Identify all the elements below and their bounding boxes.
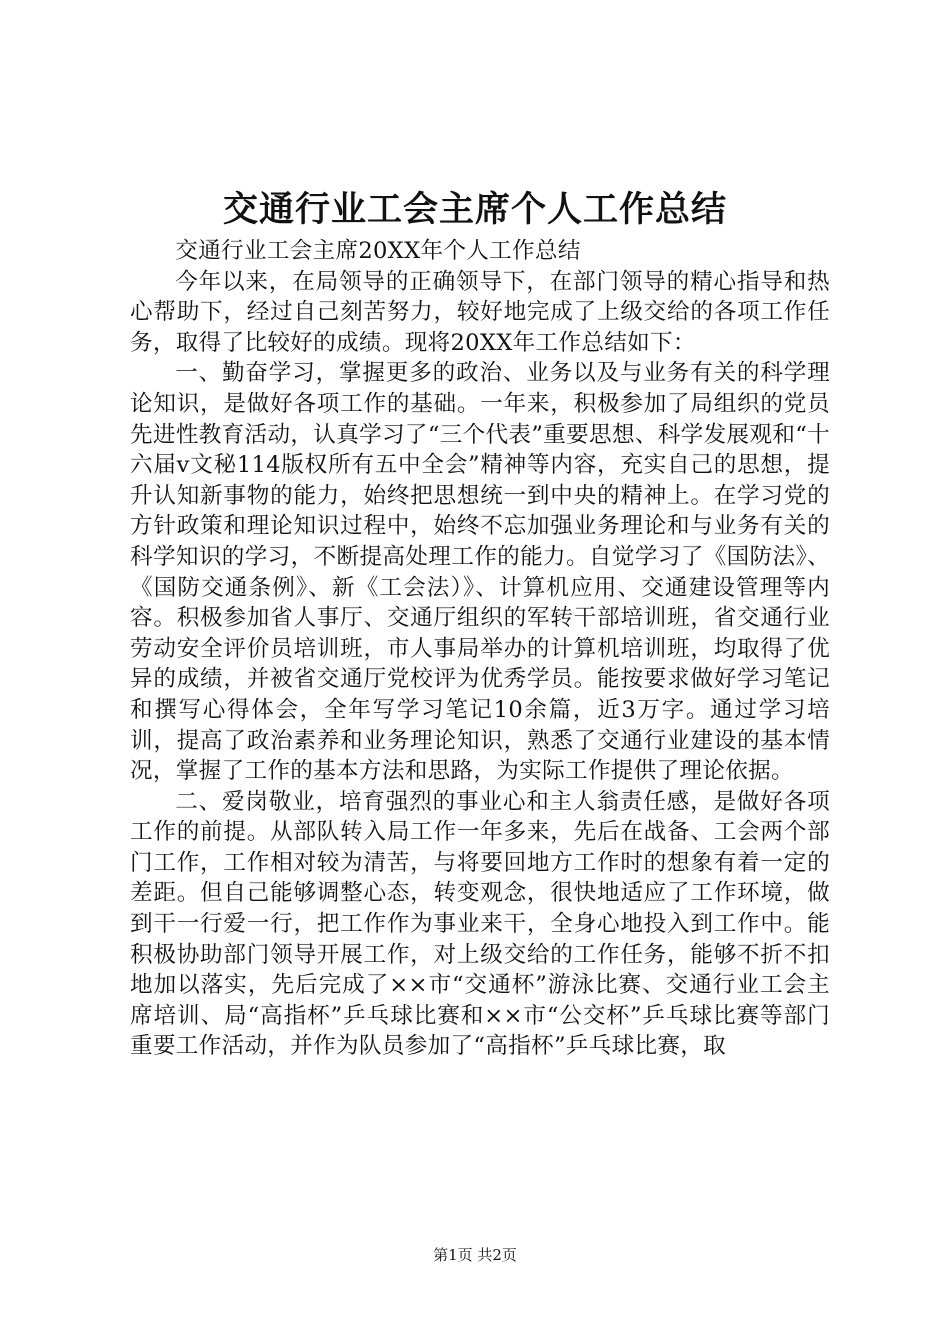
document-body xyxy=(130,236,830,1062)
paragraph-section-two: 二、爱岗敬业，培育强烈的事业心和主人翁责任感，是做好各项工作的前提。从部队转入局工作一年多来，先后在战备、工会两个部门工作，工作相对较为清苦，与将要回地方工作时的想象有着一定的差距。但自己能够调整心态，转变观念，很快地适应了工作环境，做到干一行爱一行，把工作作为事业来干，全身心地投入到工作中。能积极协助部门领导开展工作，对上级交给的工作任务，能够不折不扣地加以落实，先后完成了××市“交通杯”游泳比赛、交通行业工会主席培训、局“高指杯”乒乓球比赛和××市“公交杯”乒乓球比赛等部门重要工作活动，并作为队员参加了“高指杯”乒乓球比赛，取 xyxy=(130,788,830,1060)
page-footer: 第1页 共2页 xyxy=(433,1246,517,1264)
paragraph-subtitle: 交通行业工会主席20XX年个人工作总结 xyxy=(175,238,581,264)
paragraph-section-one: 一、勤奋学习，掌握更多的政治、业务以及与业务有关的科学理论知识，是做好各项工作的基础。一年来，积极参加了局组织的党员先进性教育活动，认真学习了“三个代表”重要思想、科学发展观和“十六届v文秘114版权所有五中全会”精神等内容，充实自己的思想，提升认知新事物的能力，始终把思想统一到中央的精神上。在学习党的方针政策和理论知识过程中，始终不忘加强业务理论和与业务有关的科学知识的学习，不断提高处理工作的能力。自觉学习了《国防法》、《国防交通条例》、新《工会法）》、计算机应用、交通建设管理等内容。积极参加省人事厅、交通厅组织的军转干部培训班，省交通行业劳动安全评价员培训班，市人事局举办的计算机培训班，均取得了优异的成绩，并被省交通厅党校评为优秀学员。能按要求做好学习笔记和撰写心得体会，全年写学习笔记10余篇，近3万字。通过学习培训，提高了政治素养和业务理论知识，熟悉了交通行业建设的基本情况，掌握了工作的基本方法和思路，为实际工作提供了理论依据。 xyxy=(130,360,830,785)
document-title: 交通行业工会主席个人工作总结 xyxy=(222,189,727,230)
paragraph-intro: 今年以来，在局领导的正确领导下，在部门领导的精心指导和热心帮助下，经过自己刻苦努力，较好地完成了上级交给的各项工作任务，取得了比较好的成绩。现将20XX年工作总结如下： xyxy=(130,268,830,356)
